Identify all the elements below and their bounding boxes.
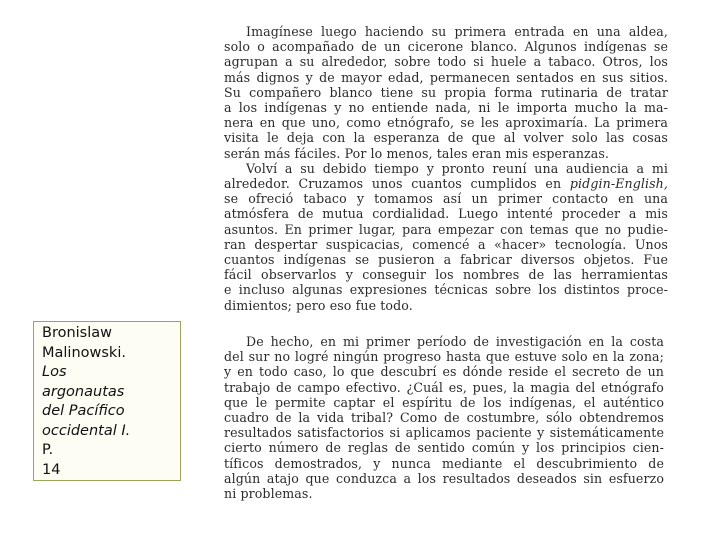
scanned-text-bottom	[224, 334, 664, 501]
text-line: asuntos. En primer lugar, para empezar con temas que no pudie-	[224, 221, 668, 237]
text-line: Su compañero blanco tiene su propia forma rutinaria de tratar	[224, 84, 668, 100]
paragraph-1	[224, 24, 668, 161]
text-line: tíficos demostrados, y nunca mediante el descubrimiento de	[224, 455, 664, 471]
text-line: se ofreció tabaco y tomamos así un primer contacto en una	[224, 191, 668, 207]
text-line: Volví a su debido tiempo y pronto reuní una audiencia a mi	[246, 160, 668, 176]
caption-title-line: argonautas	[42, 383, 125, 400]
caption-author-last: Malinowski.	[42, 344, 126, 361]
text-line: cuantos indígenas se pusieron a fabricar diversos objetos. Fue	[224, 252, 668, 268]
citation-caption	[33, 321, 181, 481]
text-line: nera en que uno, como etnógrafo, se les aproximaría. La primera	[224, 115, 668, 131]
text-line: atmósfera de mutua cordialidad. Luego intenté proceder a mis	[224, 206, 668, 222]
paragraph-2	[224, 161, 668, 313]
italic-term: pidgin-English,	[569, 176, 668, 192]
text-line: fácil observarlos y conseguir los nombres de las herramientas	[224, 267, 668, 283]
paragraph-3	[224, 334, 664, 501]
caption-title-line: del Pacífico	[42, 403, 125, 419]
text-line: agrupan a su alrededor, sobre todo si huele a tabaco. Otros, los	[224, 54, 668, 70]
text-line: que le permite captar el espíritu de los indígenas, el auténtico	[224, 394, 664, 410]
text-line: Imagínese luego haciendo su primera entrada en una aldea,	[246, 24, 668, 39]
text-line: más dignos y de mayor edad, permanecen sentados en sus sitios.	[224, 69, 668, 85]
text-line	[224, 176, 668, 191]
text-line: resultados satisfactorios si aplicamos paciente y sistemáticamente	[224, 425, 664, 441]
text-line: y en todo caso, lo que descubrí es dónde reside el secreto de un	[224, 364, 664, 380]
text-line: cierto número de reglas de sentido común y los principios cien-	[224, 440, 664, 456]
text-line: De hecho, en mi primer período de investigación en la costa	[246, 334, 664, 349]
text-line: solo o acompañado de un cicerone blanco. Algunos indígenas se	[224, 39, 668, 55]
scanned-text-top	[224, 24, 668, 313]
text-line: serán más fáciles. Por lo menos, tales eran mis esperanzas.	[224, 145, 610, 161]
caption-title-line: Los	[42, 364, 67, 380]
text-line: algún atajo que conduzca a los resultados deseados sin esfuerzo	[224, 470, 664, 486]
text-line: a los indígenas y no entiende nada, ni le importa mucho la ma-	[224, 100, 668, 116]
text-line: dimientos; pero eso fue todo.	[224, 297, 413, 313]
text-line: cuadro de la vida tribal? Como de costumbre, sólo obtendremos	[224, 410, 664, 426]
text-line: ni problemas.	[224, 486, 313, 502]
text-line: e incluso algunas expresiones técnicas sobre los distintos proce-	[224, 282, 668, 298]
text-line: trabajo de campo efectivo. ¿Cuál es, pues, la magia del etnógrafo	[224, 379, 664, 395]
caption-page-number: 14	[42, 461, 61, 478]
text-line: visita le deja con la esperanza de que al volver solo las cosas	[224, 130, 668, 146]
caption-title-line: occidental I. P.	[42, 422, 131, 458]
text-line: ran despertar suspicacias, comencé a «hacer» tecnología. Unos	[224, 236, 668, 252]
text-line: del sur no logré ningún progreso hasta que estuve solo en la zona;	[224, 349, 664, 365]
text-fragment: alrededor. Cruzamos unos cuantos cumplidos en	[224, 176, 570, 192]
caption-author-first: Bronislaw	[42, 325, 113, 341]
